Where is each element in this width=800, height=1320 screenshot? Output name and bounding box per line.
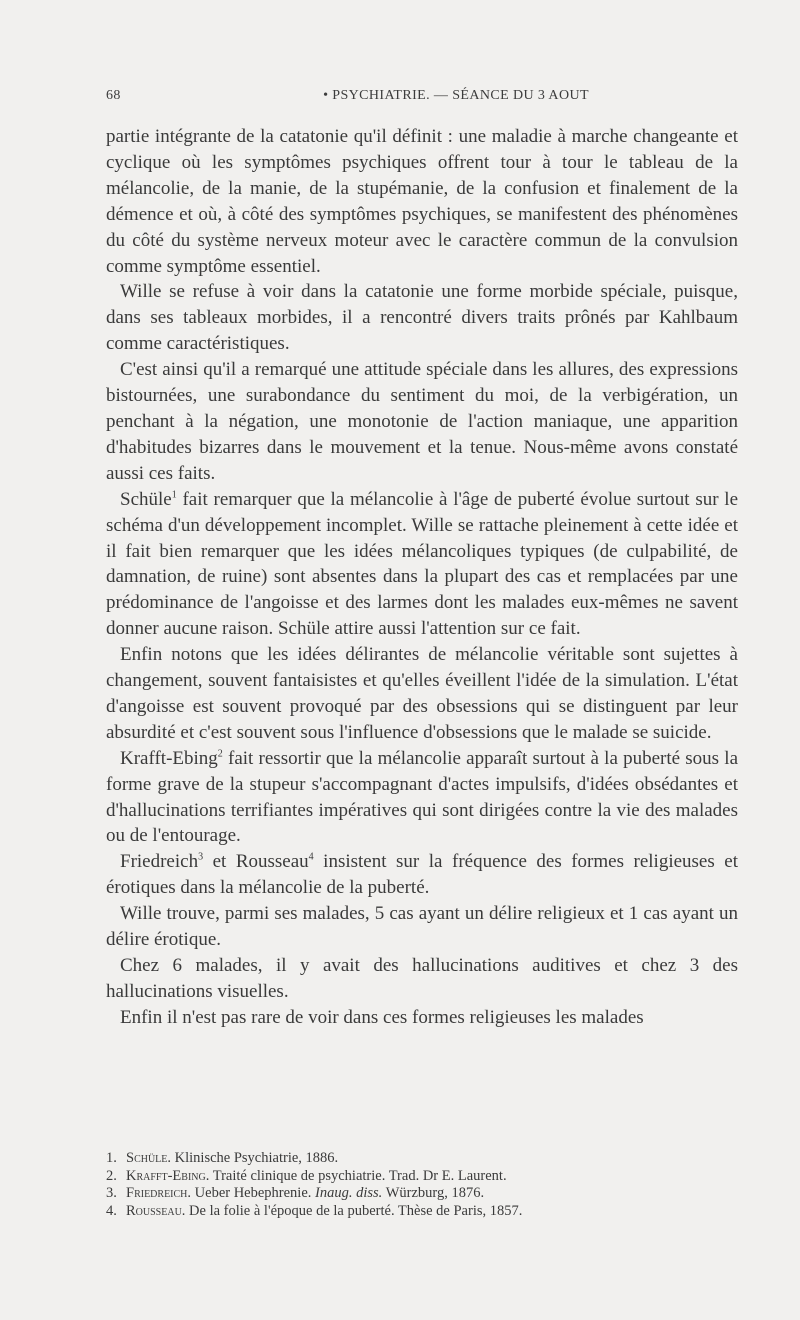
paragraph: Wille trouve, parmi ses malades, 5 cas ayant un délire religieux et 1 cas ayant un délire érotique.: [106, 903, 738, 951]
footnote: [106, 1150, 738, 1168]
footnote-number: 3.: [106, 1185, 117, 1201]
author-name: Rousseau: [235, 851, 309, 873]
footnote-ref: 2: [217, 748, 223, 760]
footnote-text: Würzburg, 1876.: [385, 1185, 485, 1201]
page-number: 68: [106, 88, 121, 103]
footnote: [106, 1185, 738, 1203]
author-name: Krafft-Ebing: [120, 747, 218, 769]
paragraph: [106, 487, 738, 642]
paragraph: [106, 849, 738, 901]
footnote-author: Rousseau.: [126, 1202, 186, 1219]
footnote-number: 1.: [106, 1150, 117, 1166]
footnote: [106, 1168, 738, 1186]
paragraph-text: fait remarquer que la mélancolie à l'âge de puberté évolue surtout sur le schéma d'un développement incomplet. Wille se rattache pleinement à cette idée et il fait bien remarquer que les idées mélancoliques typiques (de culpabilité, de damnation, de ruine) sont absentes dans la plupart des cas et remplacées par une prédominance de l'angoisse et des larmes dont les malades eux-mêmes ne savent donner aucune raison. Schüle attire aussi l'attention sur ce fait.: [106, 488, 739, 640]
paragraph-text: insistent sur la fréquence des formes religieuses et érotiques dans la mélancolie de la puberté.: [106, 851, 738, 899]
paragraph: Enfin il n'est pas rare de voir dans ces formes religieuses les malades: [120, 1006, 644, 1028]
footnote-author: Friedreich.: [126, 1185, 192, 1201]
paragraph-text: fait ressortir que la mélancolie apparaît surtout à la puberté sous la forme grave de la stupeur s'accompagnant d'actes impulsifs, d'idées obsédantes et d'hallucinations terrifiantes impératives qui sont dirigées contre la vie des malades ou de l'entourage.: [106, 747, 739, 847]
paragraph: Chez 6 malades, il y avait des hallucinations auditives et chez 3 des hallucinations visuelles.: [106, 955, 738, 1002]
footnote-number: 2.: [106, 1167, 117, 1184]
footnote-text: De la folie à l'époque de la puberté. Thèse de Paris, 1857.: [189, 1202, 523, 1219]
footnote-ref: 1: [171, 489, 177, 501]
footnotes: [106, 1150, 738, 1220]
paragraph: C'est ainsi qu'il a remarqué une attitude spéciale dans les allures, des expressions bistournées, une surabondance du sentiment du moi, de la verbigération, un penchant à la négation, une monotonie de l'action maniaque, une apparition d'habitudes bizarres dans le mouvement et la tenue. Nous-même avons constaté aussi ces faits.: [106, 359, 738, 484]
footnote-author: Schüle.: [126, 1150, 172, 1166]
footnote-ref: 3: [198, 852, 204, 864]
running-title: • PSYCHIATRIE. — SÉANCE DU 3 AOUT: [323, 88, 589, 103]
paragraph: [106, 746, 738, 850]
author-name: Friedreich: [120, 851, 199, 873]
footnote-italic: Inaug. diss.: [315, 1185, 383, 1201]
footnote-ref: 4: [308, 852, 314, 864]
conjunction: et: [212, 851, 227, 873]
author-name: Schüle: [120, 488, 172, 510]
paragraph: Enfin notons que les idées délirantes de mélancolie véritable sont sujettes à changement, souvent fantaisistes et qu'elles éveillent l'idée de la simulation. L'état d'angoisse est souvent provoqué par des obsessions qui se distinguent par leur absurdité et c'est souvent sous l'influence d'obsessions que le malade se suicide.: [106, 644, 738, 743]
paragraph: Wille se refuse à voir dans la catatonie une forme morbide spéciale, puisque, dans ses tableaux morbides, il a rencontré divers traits prônés par Kahlbaum comme caractéristiques.: [106, 281, 738, 355]
footnote-text: Klinische Psychiatrie, 1886.: [174, 1150, 339, 1166]
footnote-author: Krafft-Ebing.: [126, 1167, 210, 1184]
main-text: [106, 124, 738, 1031]
footnote-text: Ueber Hebephrenie.: [194, 1185, 312, 1201]
paragraph: partie intégrante de la catatonie qu'il définit : une maladie à marche changeante et cyclique où les symptômes psychiques offrent tour à tour le tableau de la mélancolie, de la manie, de la stupémanie, de la confusion et finalement de la démence et où, à côté des symptômes psychiques, se manifestent des phénomènes du côté du système nerveux moteur avec le caractère commun de la convulsion comme symptôme essentiel.: [106, 126, 738, 277]
footnote-number: 4.: [106, 1202, 117, 1219]
footnote: [106, 1203, 738, 1221]
footnote-text: Traité clinique de psychiatrie. Trad. Dr E. Laurent.: [212, 1167, 507, 1184]
